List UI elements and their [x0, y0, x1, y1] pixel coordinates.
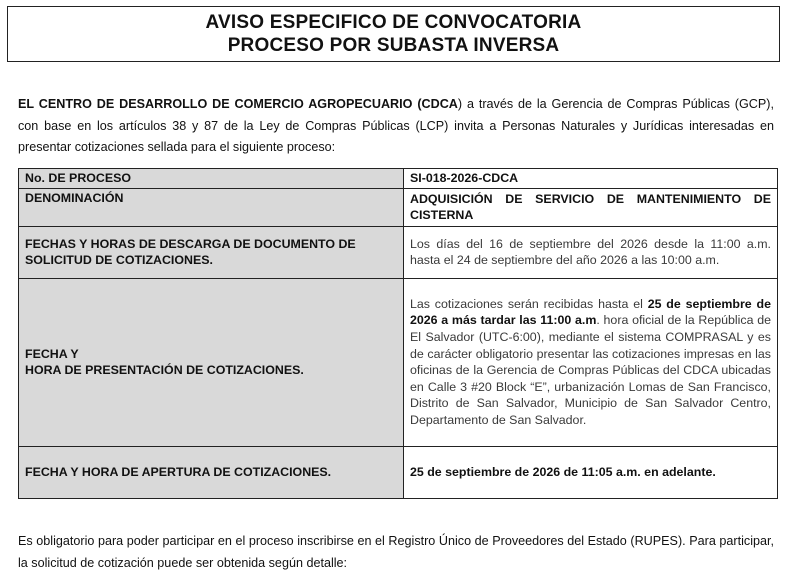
submission-deadline: 25 de septiembre de 2026 a más tardar las 11:00 a.m	[410, 296, 771, 328]
download-dates-label: FECHAS Y HORAS DE DESCARGA DE DOCUMENTO DE SOLICITUD DE COTIZACIONES.	[19, 226, 404, 278]
denomination-value: ADQUISICIÓN DE SERVICIO DE MANTENIMIENTO DE CISTERNA	[404, 188, 778, 226]
table-row	[19, 278, 778, 446]
table-row	[19, 226, 778, 278]
intro-text: ) a través de la Gerencia de Compras Públicas (GCP), con base en los artículos 38 y 87 de la Ley de Compras Públicas (LCP) invita a Personas Naturales y Jurídicas interesadas en presentar cotizaciones sellada para el siguiente proceso:	[18, 97, 774, 154]
process-number-value: SI-018-2026-CDCA	[404, 169, 778, 189]
opening-value: 25 de septiembre de 2026 de 11:05 a.m. en adelante.	[404, 446, 778, 498]
submission-label	[19, 278, 404, 446]
table-row	[19, 188, 778, 226]
submission-value-pre: Las cotizaciones serán recibidas hasta el	[410, 296, 648, 311]
outro-paragraph: Es obligatorio para poder participar en el proceso inscribirse en el Registro Único de Proveedores del Estado (RUPES). Para participar, la solicitud de cotización puede ser obtenida según detalle:	[18, 534, 774, 570]
organization-name: EL CENTRO DE DESARROLLO DE COMERCIO AGROPECUARIO (CDCA	[18, 97, 458, 111]
denomination-label: DENOMINACIÓN	[19, 188, 404, 226]
title-box	[7, 6, 780, 62]
table-row	[19, 446, 778, 498]
process-number-label: No. DE PROCESO	[19, 169, 404, 189]
table-row	[19, 169, 778, 189]
submission-label-line1: FECHA Y	[25, 346, 79, 361]
submission-value-post: . hora oficial de la República de El Salvador (UTC-6:00), mediante el sistema COMPRASAL y es de carácter obligatorio presentar las cotizaciones impresas en las oficinas de la Gerencia de Compras Públicas del CDCA ubicadas en Calle 3 #20 Block “E”, urbanización Lomas de San Francisco, Distrito de San Salvador, Municipio de San Salvador Centro, Departamento de San Salvador.	[410, 313, 771, 427]
submission-label-line2: HORA DE PRESENTACIÓN DE COTIZACIONES.	[25, 363, 304, 378]
opening-label: FECHA Y HORA DE APERTURA DE COTIZACIONES.	[19, 446, 404, 498]
submission-value	[404, 278, 778, 446]
process-table	[18, 168, 778, 499]
download-dates-value: Los días del 16 de septiembre del 2026 desde la 11:00 a.m. hasta el 24 de septiembre del año 2026 a las 10:00 a.m.	[404, 226, 778, 278]
title-line-1: AVISO ESPECIFICO DE CONVOCATORIA	[205, 12, 582, 33]
title-line-2: PROCESO POR SUBASTA INVERSA	[227, 35, 560, 56]
intro-paragraph	[18, 94, 774, 159]
